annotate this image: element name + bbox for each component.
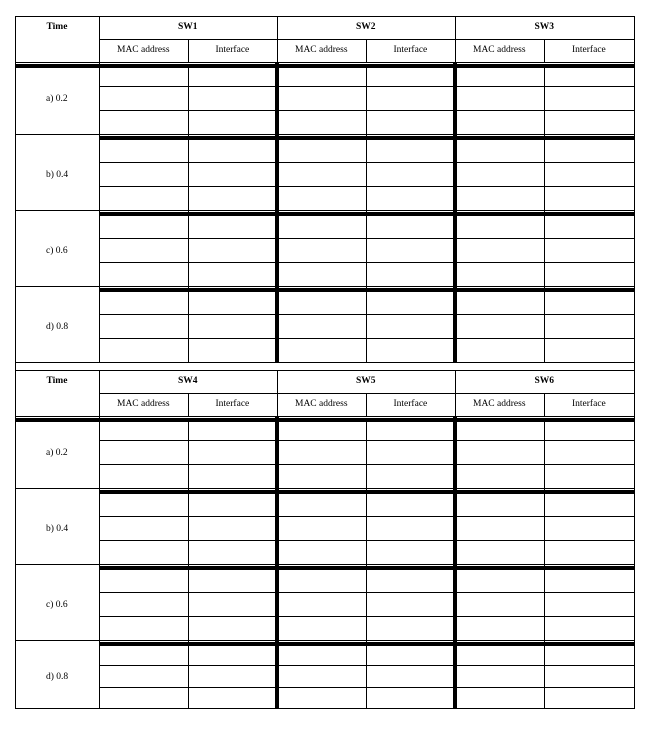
interface-header: Interface xyxy=(215,45,250,55)
switch-header: SW4 xyxy=(178,376,198,386)
column-divider xyxy=(455,370,456,416)
interface-header: Interface xyxy=(393,45,428,55)
switch-header: SW5 xyxy=(356,376,376,386)
column-divider xyxy=(99,16,100,62)
switch-header-divider xyxy=(99,39,635,40)
column-divider xyxy=(544,393,545,416)
group-separator-thin xyxy=(15,640,635,641)
table-bottom-border xyxy=(15,362,635,363)
row-line xyxy=(99,162,635,163)
row-line xyxy=(99,338,635,339)
switch-divider-thick xyxy=(453,62,457,362)
group-separator-thick xyxy=(99,212,635,216)
row-line xyxy=(99,516,635,517)
time-header: Time xyxy=(46,22,68,32)
column-divider xyxy=(366,422,367,708)
group-separator-thick xyxy=(99,136,635,140)
group-separator-thin xyxy=(15,286,635,287)
column-divider xyxy=(366,39,367,62)
column-divider xyxy=(544,39,545,62)
switch-header: SW1 xyxy=(178,22,198,32)
column-divider xyxy=(544,68,545,362)
mac-address-header: MAC address xyxy=(473,45,526,55)
switch-divider-thick xyxy=(453,416,457,708)
time-label: d) 0.8 xyxy=(46,322,69,332)
time-label: d) 0.8 xyxy=(46,672,69,682)
time-column-divider xyxy=(99,416,100,708)
switch-header-divider xyxy=(99,393,635,394)
row-line xyxy=(99,440,635,441)
outer-border-bottom xyxy=(15,708,635,709)
row-line xyxy=(99,592,635,593)
group-separator-thin xyxy=(15,488,635,489)
header-separator-thick xyxy=(15,418,635,422)
group-separator-thick xyxy=(99,642,635,646)
mac-address-header: MAC address xyxy=(295,399,348,409)
column-divider xyxy=(188,422,189,708)
time-label: c) 0.6 xyxy=(46,246,68,256)
column-divider xyxy=(277,16,278,62)
column-divider xyxy=(188,39,189,62)
switch-divider-thick xyxy=(275,416,279,708)
outer-border-top xyxy=(15,16,635,17)
row-line xyxy=(99,687,635,688)
time-label: c) 0.6 xyxy=(46,600,68,610)
group-separator-thin xyxy=(15,210,635,211)
time-header: Time xyxy=(46,376,68,386)
column-divider xyxy=(455,16,456,62)
table-top-border xyxy=(15,370,635,371)
time-label: a) 0.2 xyxy=(46,94,68,104)
row-line xyxy=(99,464,635,465)
mac-address-header: MAC address xyxy=(117,399,170,409)
time-column-divider xyxy=(99,62,100,362)
row-line xyxy=(99,314,635,315)
group-separator-thin xyxy=(15,564,635,565)
row-line xyxy=(99,540,635,541)
switch-header: SW6 xyxy=(534,376,555,386)
time-label: a) 0.2 xyxy=(46,448,68,458)
column-divider xyxy=(188,393,189,416)
switch-divider-thick xyxy=(275,62,279,362)
time-label: b) 0.4 xyxy=(46,170,69,180)
switch-header: SW2 xyxy=(356,22,376,32)
column-divider xyxy=(277,370,278,416)
mac-address-header: MAC address xyxy=(295,45,348,55)
header-separator-thin xyxy=(15,416,635,417)
row-line xyxy=(99,86,635,87)
interface-header: Interface xyxy=(215,399,250,409)
interface-header: Interface xyxy=(572,399,606,409)
column-divider xyxy=(188,68,189,362)
group-separator-thick xyxy=(99,566,635,570)
header-separator-thin xyxy=(15,62,635,63)
time-label: b) 0.4 xyxy=(46,524,69,534)
row-line xyxy=(99,665,635,666)
switch-header: SW3 xyxy=(534,22,555,32)
mac-address-header: MAC address xyxy=(117,45,170,55)
column-divider xyxy=(544,422,545,708)
group-separator-thin xyxy=(15,134,635,135)
column-divider xyxy=(366,68,367,362)
interface-header: Interface xyxy=(393,399,428,409)
group-separator-thick xyxy=(99,490,635,494)
header-separator-thick xyxy=(15,64,635,68)
row-line xyxy=(99,110,635,111)
mac-address-header: MAC address xyxy=(473,399,526,409)
row-line xyxy=(99,238,635,239)
row-line xyxy=(99,616,635,617)
row-line xyxy=(99,186,635,187)
group-separator-thick xyxy=(99,288,635,292)
interface-header: Interface xyxy=(572,45,606,55)
column-divider xyxy=(99,370,100,416)
column-divider xyxy=(366,393,367,416)
row-line xyxy=(99,262,635,263)
